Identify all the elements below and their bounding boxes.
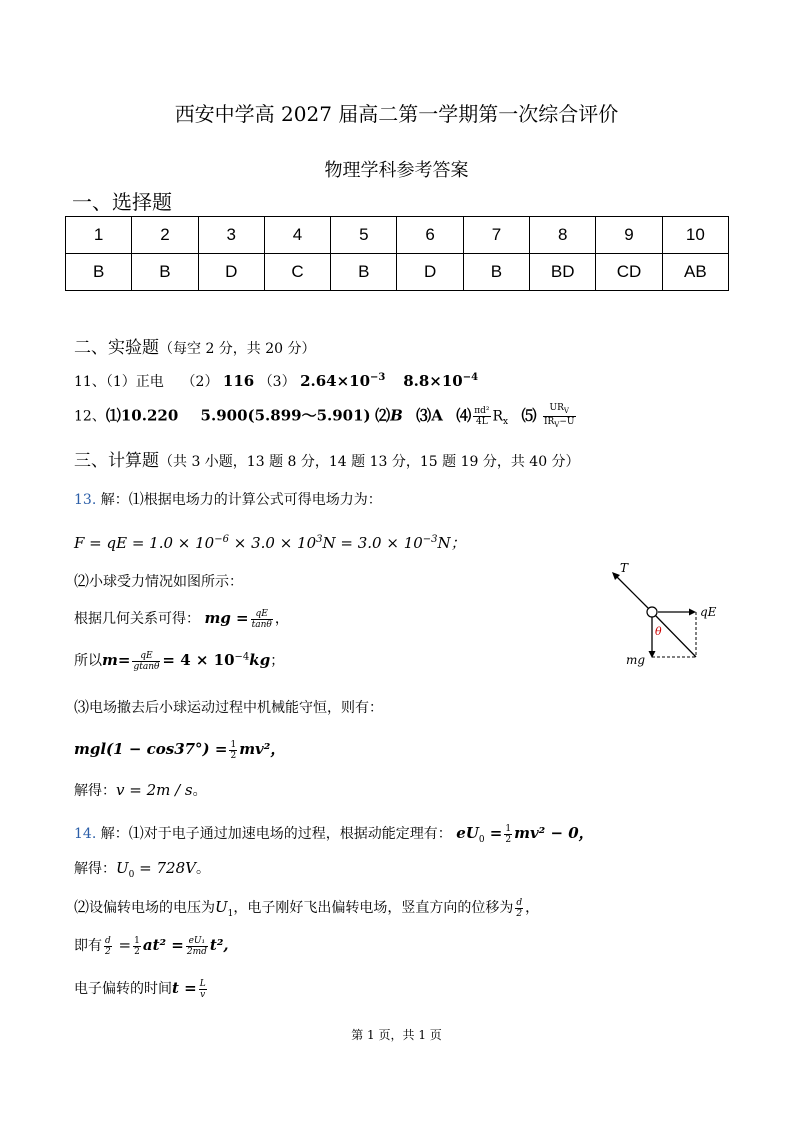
q13-eq4-fraction (229, 740, 237, 761)
q13-part2 (74, 570, 243, 591)
denominator: gtanθ (133, 661, 160, 672)
q12-part4-label: ⑷ (456, 406, 472, 425)
q13-eq3-rhs: = 4 × 10 (162, 651, 235, 669)
section1-title: 一、选择题 (72, 190, 172, 214)
q13-eq1-b: × 3.0 × 10 (228, 534, 317, 552)
answer-cell: AB (662, 254, 728, 291)
question-number: 3 (198, 217, 264, 254)
numerator: eU₁ (186, 936, 208, 947)
question-number: 5 (331, 217, 397, 254)
q13-eq1-c: N = 3.0 × 10 (322, 534, 423, 552)
q14-eq2-a: U (116, 859, 129, 877)
q11-answer4-base: 8.8×10 (403, 372, 463, 390)
q13-label: 13. (74, 492, 97, 508)
q14-intro (74, 822, 594, 845)
q12-answer5-fraction (543, 403, 576, 430)
q13-eq1 (74, 532, 466, 553)
question-number: 2 (132, 217, 198, 254)
q14-text3-fraction (515, 898, 523, 919)
section2-title: 二、实验题 (74, 338, 159, 358)
q13-text1: 根据电场力的计算公式可得电场力为： (143, 492, 382, 508)
q13-part3 (74, 696, 383, 717)
electric-force-arrowhead (689, 609, 696, 616)
q14-eq4: t = (172, 979, 197, 997)
q14-text3-sub: 1 (227, 908, 234, 919)
q14-eq4-fraction (199, 979, 207, 1000)
question-number: 8 (530, 217, 596, 254)
q14-text1: 对于电子通过加速电场的过程，根据动能定理有： (143, 826, 452, 842)
denominator (543, 417, 576, 430)
q14-jie: 解： (100, 826, 129, 842)
force-diagram (606, 560, 717, 670)
q14-eq3-b: at² = (142, 936, 184, 954)
q13-energy-line (74, 738, 285, 761)
q14-eq2-sub: 0 (128, 869, 135, 880)
ball (647, 607, 657, 617)
question-number: 7 (463, 217, 529, 254)
section3-title: 三、计算题 (74, 451, 159, 471)
numerator: 1 (230, 739, 237, 750)
q14-displacement-line (74, 935, 229, 957)
q13-eq3-unit: kg (249, 651, 271, 669)
q13-eq4-tail: mv²， (239, 740, 286, 758)
q14-eq1-sub: 0 (478, 834, 485, 845)
q11-part2-label: （2） (181, 374, 219, 390)
q14-time-line (74, 978, 209, 1000)
answer-table-answer-row (66, 254, 729, 291)
q13-part1-label: ⑴ (128, 490, 144, 508)
q14-part2 (74, 896, 539, 919)
q14-part1-label: ⑴ (128, 824, 144, 842)
q14-result-line (74, 858, 210, 880)
q12-answer4-fraction (473, 406, 490, 427)
q13-eq5-tail: 。 (192, 783, 207, 799)
q14-text5: 电子偏转的时间 (74, 981, 172, 997)
numerator: πd² (474, 405, 490, 416)
question-number: 6 (397, 217, 463, 254)
q14-eq2-b: = 728V (134, 859, 196, 877)
section2-note: （每空 2 分，共 20 分） (159, 341, 316, 357)
q14-text3-tail: ， (525, 900, 540, 916)
q12-part3-label: ⑶ (416, 406, 432, 425)
q12-answer4-sub: x (503, 417, 509, 428)
answer-cell: D (397, 254, 463, 291)
q13-eq5: v = 2m / s (116, 781, 193, 799)
numerator (543, 403, 576, 417)
q13-part2-label: ⑵ (74, 572, 90, 590)
q13-mass-line (74, 650, 284, 672)
numerator-sub: V (563, 406, 569, 415)
q13-eq3-lhs: m= (102, 651, 131, 669)
q13-eq4: mgl(1 − cos37°) = (74, 740, 228, 758)
q14-text3: 设偏转电场的电压为 (89, 900, 216, 916)
answer-cell: B (463, 254, 529, 291)
q11-answer4 (403, 372, 478, 390)
question-number: 10 (662, 217, 728, 254)
q14-eq2-tail: 。 (195, 861, 210, 877)
denominator: 2md (186, 946, 207, 957)
q13-eq1-exp3: −3 (422, 534, 438, 545)
q11-answer2: 116 (222, 372, 255, 390)
q11-label: 11、（1）正电 (74, 374, 164, 390)
denominator: 2 (134, 946, 140, 957)
q14-eq1-c: mv² − 0， (514, 824, 594, 842)
q12-part1-label: ⑴ (105, 406, 121, 425)
q13-text2: 小球受力情况如图所示： (89, 574, 244, 590)
q13-text5: 电场撤去后小球运动过程中机械能守恒，则有： (89, 700, 384, 716)
denominator: 2 (516, 908, 523, 919)
q13-geometry-line (74, 608, 289, 630)
q14-eq3-c: t², (209, 936, 229, 954)
q14-text4: 即有 (74, 938, 102, 954)
numerator: qE (132, 651, 160, 662)
answer-cell: B (132, 254, 198, 291)
label-qE: qE (700, 605, 717, 619)
q11-answer3-exp: −3 (370, 372, 386, 383)
page-footer: 第 1 页，共 1 页 (351, 1028, 442, 1042)
q11-answer4-exp: −4 (462, 372, 479, 383)
answer-cell: D (198, 254, 264, 291)
q13-eq1-a: F = qE = 1.0 × 10 (74, 534, 215, 552)
answer-cell: CD (596, 254, 662, 291)
q14-eq1-a: eU (456, 824, 479, 842)
q14-text3-var: U (215, 898, 228, 916)
answer-cell: BD (530, 254, 596, 291)
q12-part5-label: ⑸ (521, 406, 537, 425)
numerator: d (105, 935, 111, 946)
tension-arrow (614, 574, 652, 612)
q14-text3b: ，电子刚好飞出偏转电场，竖直方向的位移为 (233, 900, 514, 916)
q12-answer1-range: (5.899～5.901) (247, 406, 371, 425)
q13-eq2-fraction (251, 609, 273, 630)
numerator: 1 (505, 823, 512, 834)
q12-answer1: 10.220 (120, 406, 179, 425)
q11-line (74, 371, 478, 391)
numerator: d (516, 897, 523, 908)
q13-part3-label: ⑶ (74, 698, 90, 716)
denominator-tail: −U (559, 416, 575, 427)
numerator: qE (251, 609, 273, 620)
q12-answer2: B (390, 406, 403, 425)
question-number: 1 (66, 217, 132, 254)
answer-table-header-row (66, 217, 729, 254)
q13-eq2-tail: ， (274, 611, 289, 627)
section3-note: （共 3 小题，13 题 8 分，14 题 13 分，15 题 19 分，共 40 分） (159, 454, 580, 470)
label-mg: mg (626, 653, 646, 667)
section2-heading (74, 333, 316, 358)
q11-answer3-base: 2.64×10 (300, 372, 371, 390)
q12-line (74, 403, 578, 430)
denominator: tanθ (251, 619, 272, 630)
q14-eq1-fraction (504, 824, 512, 845)
q13-text4: 所以 (74, 653, 102, 669)
answer-cell: C (264, 254, 330, 291)
numerator: 1 (134, 935, 140, 946)
label-theta: θ (655, 625, 662, 638)
q13-eq3-fraction (132, 651, 160, 672)
q12-part2-label: ⑵ (375, 406, 391, 425)
q14-part2-label: ⑵ (74, 898, 90, 916)
denominator-sub: V (554, 420, 560, 429)
q13-eq1-d: N； (437, 534, 466, 552)
q13-eq2-lhs: mg = (204, 609, 249, 627)
q12-answer4-tail: R (492, 408, 504, 425)
q12-answer1b: 5.900 (200, 406, 248, 425)
denominator: 2 (105, 946, 111, 957)
page-subtitle: 物理学科参考答案 (324, 160, 469, 181)
page-title: 西安中学高 2027 届高二第一学期第一次综合评价 (174, 102, 619, 126)
question-number: 9 (596, 217, 662, 254)
q13-text3: 根据几何关系可得： (74, 611, 200, 627)
q14-eq3-fraction2 (133, 936, 141, 957)
q11-part3-label: （3） (258, 374, 296, 390)
q13-intro (74, 488, 382, 509)
answer-cell: B (66, 254, 132, 291)
q13-eq3-tail: ； (270, 653, 285, 669)
q14-eq3-fraction3 (186, 936, 208, 957)
answer-table (65, 216, 729, 291)
q13-jie: 解： (100, 492, 129, 508)
q13-eq1-exp1: −6 (214, 534, 229, 545)
q14-label: 14. (74, 826, 97, 842)
q13-text6: 解得： (74, 783, 116, 799)
q13-eq3-exp: −4 (234, 651, 250, 663)
section3-heading (74, 446, 580, 471)
answer-cell: B (331, 254, 397, 291)
denominator-text: IR (543, 416, 555, 427)
q14-text2: 解得： (74, 861, 116, 877)
q11-answer3 (300, 372, 385, 390)
q14-eq3-eq: = (113, 936, 132, 954)
question-number: 4 (264, 217, 330, 254)
label-T: T (620, 561, 629, 575)
q13-result-line (74, 780, 207, 800)
q12-answer3: A (431, 406, 443, 425)
denominator: 2 (230, 750, 237, 761)
q12-label: 12、 (74, 408, 106, 425)
q14-eq1-b: = (484, 824, 503, 842)
denominator: 2 (505, 834, 512, 845)
numerator: L (199, 978, 206, 989)
q14-eq3-fraction1 (104, 936, 112, 957)
denominator: 4L (476, 416, 488, 427)
numerator-text: UR (549, 403, 564, 413)
denominator: v (200, 989, 206, 1000)
q13-eq1-exp2: 3 (316, 534, 323, 545)
